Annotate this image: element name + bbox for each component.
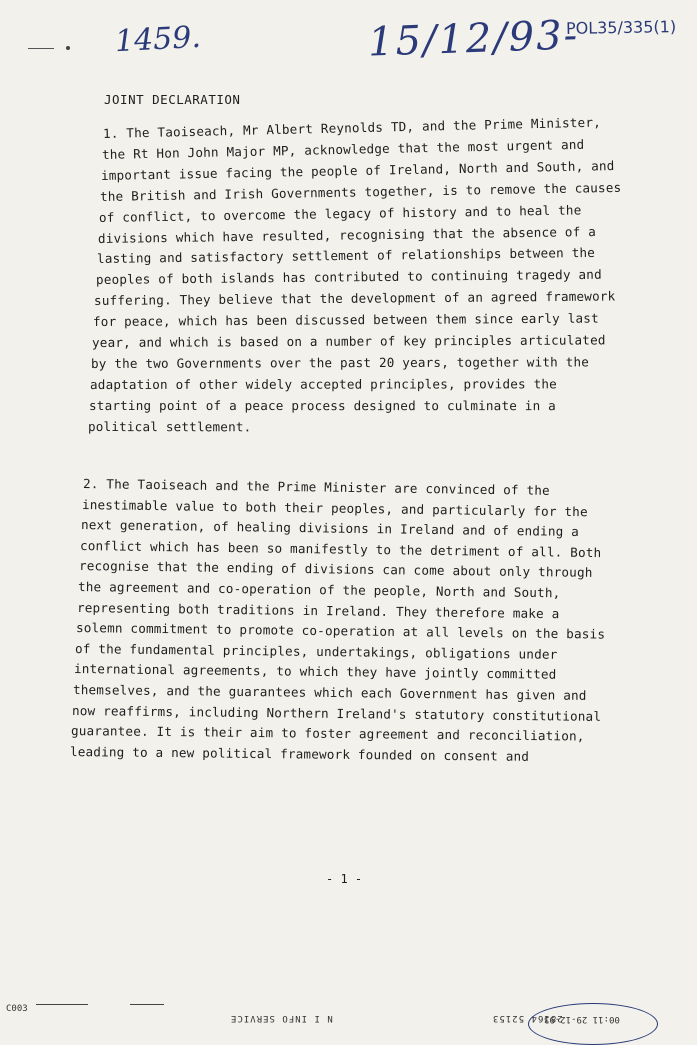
fax-number: 28164 52153 <box>492 1013 563 1023</box>
text-line: lasting and satisfactory settlement of relationships between the <box>96 245 595 267</box>
text-line: conflict which has been so manifestly to the detriment of all. Both <box>79 537 602 560</box>
margin-mark <box>28 48 54 49</box>
text-line: year, and which is based on a number of key principles articulated <box>92 332 606 350</box>
text-line: representing both traditions in Ireland. They therefore make a <box>76 599 560 621</box>
text-line: solemn commitment to promote co-operation at all levels on the basis <box>75 620 606 642</box>
text-line: 2. The Taoiseach and the Prime Minister are convinced of the <box>82 476 551 498</box>
document-title: JOINT DECLARATION <box>104 92 241 107</box>
text-line: political settlement. <box>87 418 252 434</box>
text-line: important issue facing the people of Ireland, North and South, and <box>100 157 615 183</box>
text-line: the agreement and co-operation of the people, North and South, <box>77 579 561 601</box>
text-line: for peace, which has been discussed between them since early last <box>93 310 600 330</box>
text-line: divisions which have resulted, recognising that the absence of a <box>97 223 596 246</box>
text-line: the Rt Hon John Major MP, acknowledge that the most urgent and <box>101 136 585 162</box>
page-number: - 1 - <box>326 872 363 886</box>
text-line: of conflict, to overcome the legacy of history and to heal the <box>98 201 582 225</box>
handwritten-date: 15/12/93- <box>367 12 580 66</box>
text-line: inestimable value to both their peoples, and particularly for the <box>81 496 588 519</box>
handwritten-reference: POL35/335(1) <box>565 17 677 38</box>
text-line: recognise that the ending of divisions can come about only through <box>78 558 593 581</box>
margin-dot <box>66 46 70 50</box>
text-line: next generation, of healing divisions in Ireland and of ending a <box>80 517 580 540</box>
text-line: peoples of both islands has contributed to continuing tragedy and <box>95 267 602 288</box>
text-line: now reaffirms, including Northern Ireland's statutory constitutional <box>71 702 602 724</box>
fax-rule <box>36 1004 88 1005</box>
text-line: starting point of a peace process designed to culminate in a <box>89 397 557 413</box>
text-line: leading to a new political framework founded on consent and <box>69 743 530 764</box>
text-line: international agreements, to which they have jointly committed <box>73 661 557 683</box>
text-line: by the two Governments over the past 20 years, together with the <box>91 354 590 371</box>
text-line: suffering. They believe that the development of an agreed framework <box>94 288 616 309</box>
fax-rule <box>130 1004 164 1005</box>
handwritten-number: 1459. <box>114 19 202 60</box>
text-line: the British and Irish Governments together, is to remove the causes <box>99 179 622 204</box>
text-line: 1. The Taoiseach, Mr Albert Reynolds TD, and the Prime Minister, <box>102 114 602 141</box>
text-line: adaptation of other widely accepted principles, provides the <box>90 376 558 392</box>
text-line: themselves, and the guarantees which each Government has given and <box>72 682 587 703</box>
fax-page-code: C003 <box>6 1004 28 1014</box>
fax-stamp-text: 00:11 29-12-93 <box>544 1014 620 1024</box>
fax-sender: N I INFO SERVICE <box>230 1013 333 1023</box>
fax-stamp-oval <box>528 1003 658 1045</box>
text-line: of the fundamental principles, undertakings, obligations under <box>74 640 558 662</box>
text-line: guarantee. It is their aim to foster agreement and reconciliation, <box>70 723 585 744</box>
